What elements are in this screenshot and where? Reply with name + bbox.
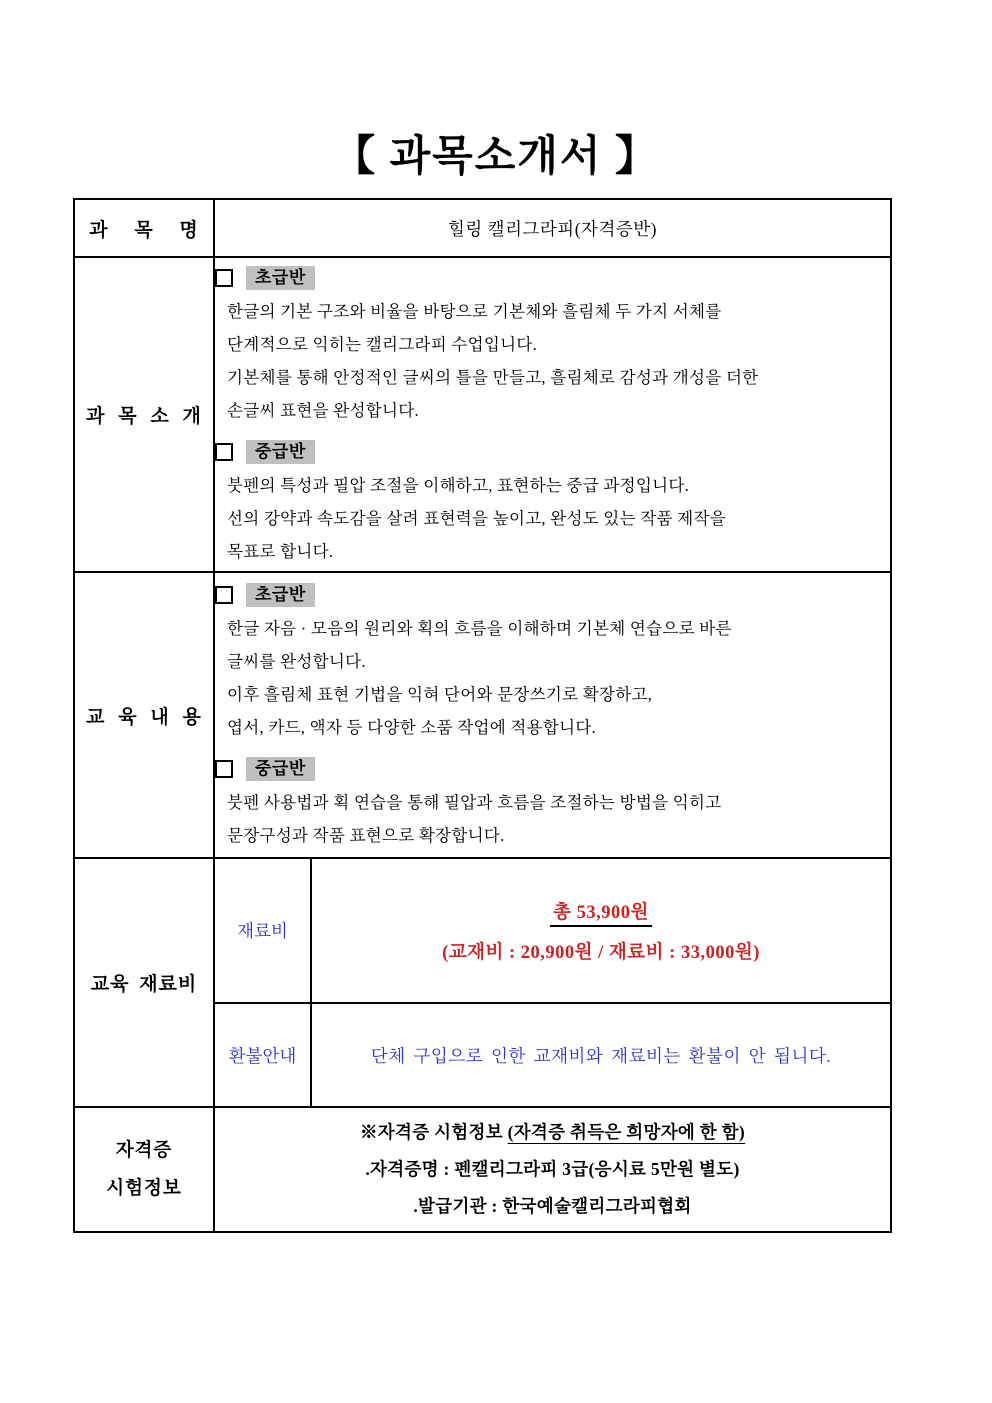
row-certificate-info (74, 1107, 891, 1232)
certificate-label-line: 자격증 (115, 1140, 173, 1161)
intro-text-line: 한글의 기본 구조와 비율을 바탕으로 기본체와 흘림체 두 가지 서체를 (227, 301, 722, 321)
certificate-info-body (214, 1107, 891, 1232)
certificate-heading-line (215, 1114, 890, 1151)
class-level-badge: 초급반 (246, 266, 315, 290)
row-material-cost (74, 858, 891, 1003)
cost-sublabel: 재료비 (214, 858, 311, 1003)
certificate-label-line: 시험정보 (106, 1178, 182, 1199)
education-content-body (214, 572, 891, 858)
education-content-label: 교 육 내 용 (74, 572, 214, 858)
refund-sublabel: 환불안내 (214, 1003, 311, 1107)
checkbox-icon (215, 760, 233, 778)
cost-value-cell (311, 858, 891, 1003)
content-text-line: 엽서, 카드, 액자 등 다양한 소품 작업에 적용합니다. (227, 717, 597, 737)
checkbox-icon (215, 269, 233, 287)
cost-total: 총 53,900원 (550, 898, 652, 927)
certificate-name-line: .자격증명 : 펜캘리그라피 3급(응시료 5만원 별도) (365, 1159, 740, 1179)
row-course-introduction (74, 257, 891, 572)
row-course-name (74, 199, 891, 257)
refund-notice: 단체 구입으로 인한 교재비와 재료비는 환불이 안 됩니다. (311, 1003, 891, 1107)
certificate-heading-note: (자격증 취득은 희망자에 한 함) (507, 1122, 746, 1142)
content-text-line: 이후 흘림체 표현 기법을 익혀 단어와 문장쓰기로 확장하고, (227, 684, 653, 704)
content-text-line: 한글 자음 · 모음의 원리와 획의 흐름을 이해하며 기본체 연습으로 바른 (227, 618, 732, 638)
content-text-line: 글씨를 완성합니다. (227, 651, 366, 671)
cost-total-row (312, 898, 890, 927)
intro-text-line: 선의 강약과 속도감을 살려 표현력을 높이고, 완성도 있는 작품 제작을 (227, 508, 726, 528)
course-introduction-content (214, 257, 891, 572)
material-cost-label: 교육 재료비 (74, 858, 214, 1107)
class-level-badge: 중급반 (246, 440, 315, 464)
beginner-class-heading (215, 262, 890, 295)
class-level-badge: 중급반 (246, 757, 315, 781)
intro-text-line: 손글씨 표현을 완성합니다. (227, 400, 419, 420)
intro-text-line: 목표로 합니다. (227, 541, 334, 561)
course-name-value: 힐링 캘리그라피(자격증반) (214, 199, 891, 257)
intermediate-class-heading (215, 436, 890, 469)
checkbox-icon (215, 586, 233, 604)
course-intro-table (73, 198, 892, 1233)
cost-breakdown: (교재비 : 20,900원 / 재료비 : 33,000원) (442, 942, 760, 963)
page-title: 【 과목소개서 】 (333, 134, 659, 180)
intro-text-line: 붓펜의 특성과 필압 조절을 이해하고, 표현하는 중급 과정입니다. (227, 475, 690, 495)
course-name-label: 과 목 명 (74, 199, 214, 257)
beginner-class-heading (215, 579, 890, 612)
content-text-line: 문장구성과 작품 표현으로 확장합니다. (227, 825, 505, 845)
intro-text-line: 기본체를 통해 안정적인 글씨의 틀을 만들고, 흘림체로 감성과 개성을 더한 (227, 367, 759, 387)
row-education-content (74, 572, 891, 858)
checkbox-icon (215, 443, 233, 461)
certificate-issuer-line: .발급기관 : 한국예술캘리그라피협회 (413, 1196, 692, 1216)
content-text-line: 붓펜 사용법과 획 연습을 통해 필압과 흐름을 조절하는 방법을 익히고 (227, 792, 722, 812)
certificate-heading: ※자격증 시험정보 (359, 1122, 503, 1142)
intermediate-class-heading (215, 753, 890, 786)
class-level-badge: 초급반 (246, 583, 315, 607)
intro-text-line: 단계적으로 익히는 캘리그라피 수업입니다. (227, 334, 538, 354)
course-introduction-label: 과 목 소 개 (74, 257, 214, 572)
certificate-info-label (74, 1107, 214, 1232)
